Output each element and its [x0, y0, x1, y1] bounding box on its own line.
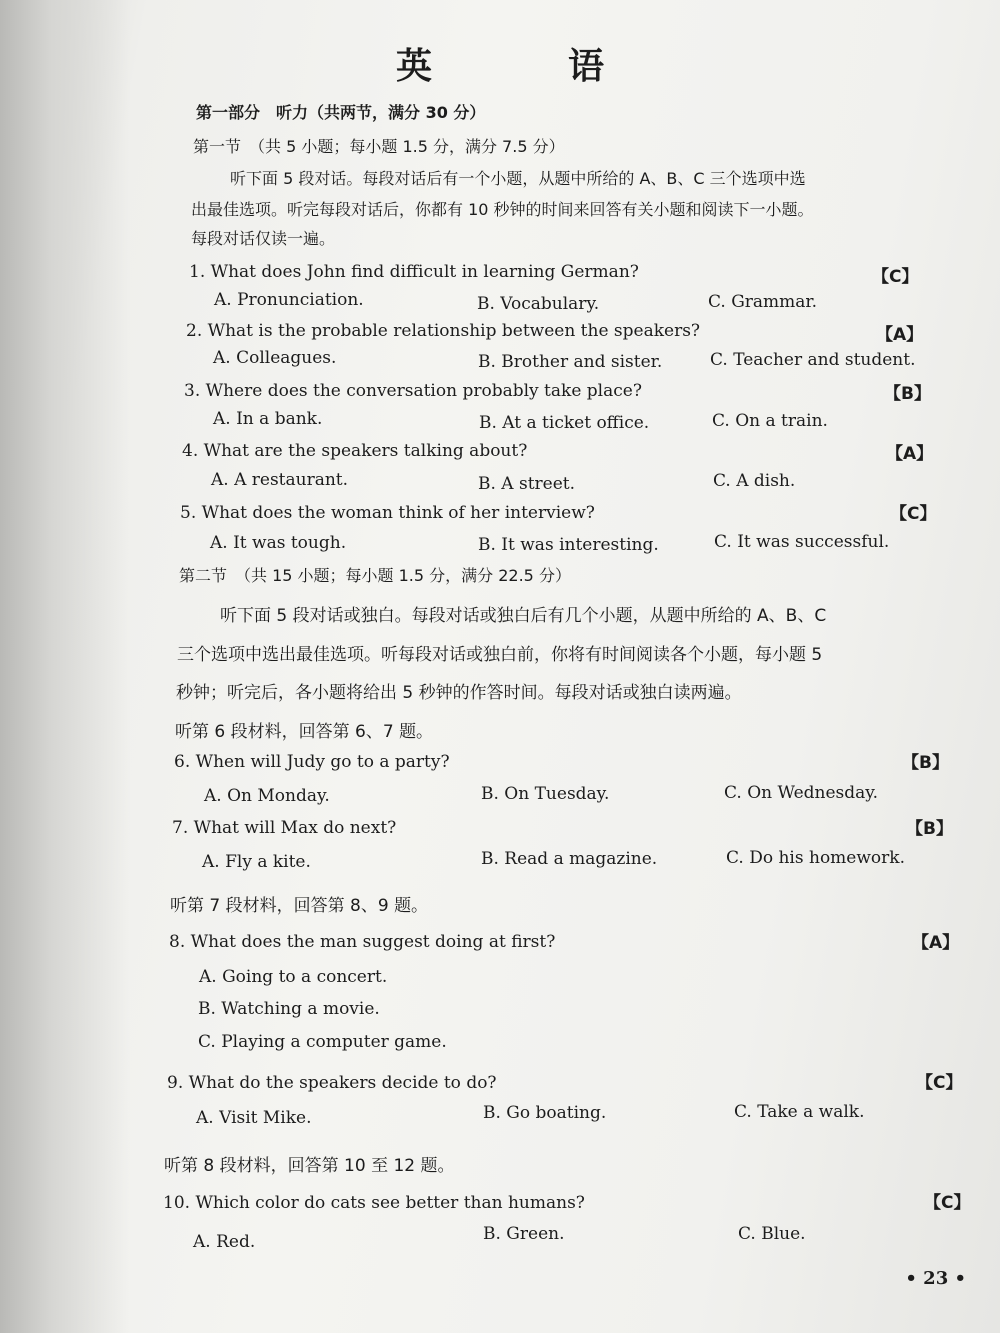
- section1-heading: 第一节 （共 5 小题；每小题 1.5 分，满分 7.5 分）: [193, 137, 565, 156]
- question-text: 7. What will Max do next?: [172, 818, 397, 838]
- option-c: C. A dish.: [713, 471, 796, 491]
- option-b: B. A street.: [478, 474, 576, 494]
- option-a: A. Red.: [193, 1232, 256, 1252]
- question-text: 1. What does John find difficult in learning German?: [189, 262, 639, 282]
- option-b: B. Green.: [483, 1224, 565, 1244]
- page-title: 英 语: [395, 46, 654, 87]
- section1-instruction-line: 出最佳选项。听完每段对话后，你都有 10 秒钟的时间来回答有关小题和阅读下一小题。: [191, 200, 814, 219]
- section2-heading: 第二节 （共 15 小题；每小题 1.5 分，满分 22.5 分）: [179, 566, 571, 585]
- answer-badge: 【C】: [872, 267, 919, 287]
- answer-badge: 【C】: [890, 504, 937, 524]
- question-text: 8. What does the man suggest doing at first?: [169, 932, 556, 952]
- answer-badge: 【B】: [884, 384, 931, 404]
- section1-instruction-line: 听下面 5 段对话。每段对话后有一个小题，从题中所给的 A、B、C 三个选项中选: [230, 169, 806, 188]
- page-number: • 23 •: [905, 1268, 966, 1289]
- option-b: B. Vocabulary.: [477, 294, 600, 314]
- option-a: A. A restaurant.: [211, 470, 349, 490]
- option-c: C. Teacher and student.: [710, 350, 916, 370]
- option-b: B. Watching a movie.: [198, 999, 380, 1019]
- option-a: A. Fly a kite.: [202, 852, 311, 872]
- question-text: 6. When will Judy go to a party?: [174, 752, 450, 772]
- question-text: 5. What does the woman think of her interview?: [180, 503, 595, 523]
- answer-badge: 【C】: [924, 1193, 971, 1213]
- section2-instruction-line: 秒钟；听完后，各小题将给出 5 秒钟的作答时间。每段对话或独白读两遍。: [176, 683, 742, 703]
- book-spine-shadow: [0, 0, 130, 1333]
- option-a: A. Visit Mike.: [196, 1108, 312, 1128]
- option-a: A. Pronunciation.: [214, 290, 364, 310]
- answer-badge: 【A】: [886, 444, 934, 464]
- option-b: B. At a ticket office.: [479, 413, 650, 433]
- material-header: 听第 6 段材料，回答第 6、7 题。: [175, 722, 434, 742]
- option-c: C. Grammar.: [708, 292, 818, 312]
- option-b: B. Brother and sister.: [478, 352, 663, 372]
- option-b: B. On Tuesday.: [481, 784, 610, 804]
- answer-badge: 【A】: [876, 325, 924, 345]
- option-b: B. Read a magazine.: [481, 849, 658, 869]
- option-a: A. Colleagues.: [213, 348, 337, 368]
- answer-badge: 【A】: [912, 933, 960, 953]
- material-header: 听第 8 段材料，回答第 10 至 12 题。: [164, 1156, 455, 1176]
- answer-badge: 【B】: [902, 753, 949, 773]
- section1-instruction-line: 每段对话仅读一遍。: [191, 229, 336, 248]
- part1-heading: 第一部分 听力（共两节，满分 30 分）: [196, 103, 486, 122]
- question-text: 3. Where does the conversation probably take place?: [184, 381, 642, 401]
- option-a: A. On Monday.: [204, 786, 330, 806]
- answer-badge: 【B】: [906, 819, 953, 839]
- option-c: C. Take a walk.: [734, 1102, 865, 1122]
- section2-instruction-line: 听下面 5 段对话或独白。每段对话或独白后有几个小题，从题中所给的 A、B、C: [220, 606, 827, 626]
- option-c: C. It was successful.: [714, 532, 890, 552]
- option-c: C. On a train.: [712, 411, 828, 431]
- question-text: 10. Which color do cats see better than humans?: [163, 1193, 585, 1213]
- option-a: A. In a bank.: [213, 409, 323, 429]
- option-a: A. Going to a concert.: [199, 967, 388, 987]
- question-text: 4. What are the speakers talking about?: [182, 441, 528, 461]
- option-a: A. It was tough.: [210, 533, 347, 553]
- question-text: 2. What is the probable relationship between the speakers?: [186, 321, 701, 341]
- option-b: B. Go boating.: [483, 1103, 607, 1123]
- option-c: C. Playing a computer game.: [198, 1032, 447, 1052]
- answer-badge: 【C】: [916, 1073, 963, 1093]
- option-c: C. Do his homework.: [726, 848, 905, 868]
- option-b: B. It was interesting.: [478, 535, 659, 555]
- option-c: C. On Wednesday.: [724, 783, 879, 803]
- section2-instruction-line: 三个选项中选出最佳选项。听每段对话或独白前，你将有时间阅读各个小题，每小题 5: [177, 645, 823, 665]
- option-c: C. Blue.: [738, 1224, 806, 1244]
- question-text: 9. What do the speakers decide to do?: [167, 1073, 497, 1093]
- material-header: 听第 7 段材料，回答第 8、9 题。: [170, 896, 429, 916]
